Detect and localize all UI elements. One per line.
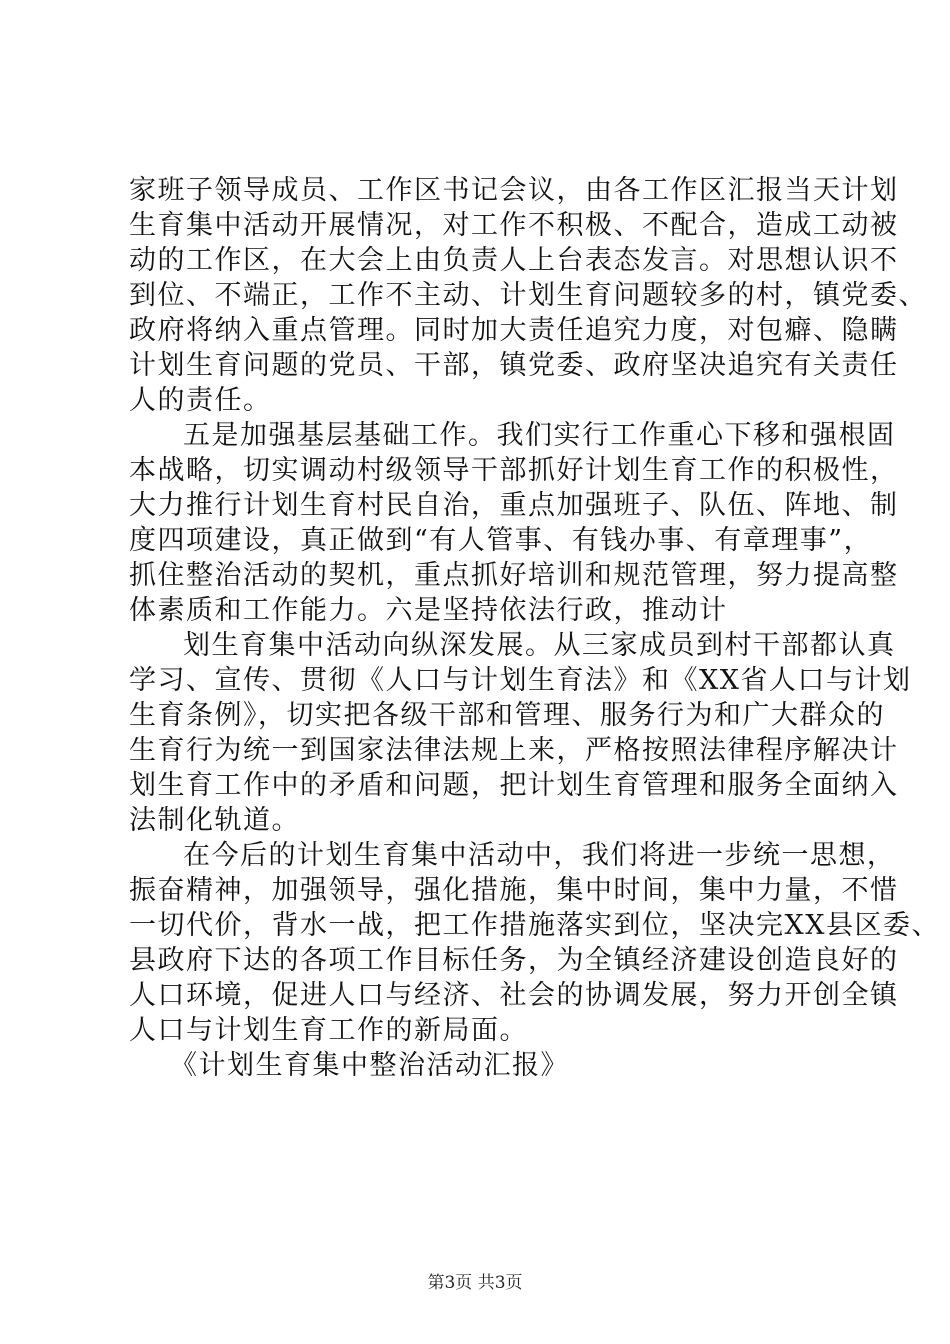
text-line: 大力推行计划生育村民自治，重点加强班子、队伍、阵地、制 — [129, 490, 899, 521]
text-line: 度四项建设，真正做到“有人管事、有钱办事、有章理事”， — [129, 525, 873, 556]
text-line: 划生育集中活动向纵深发展。从三家成员到村干部都认真 — [183, 630, 896, 661]
text-line: 五是加强基层基础工作。我们实行工作重心下移和强根固 — [183, 420, 896, 451]
text-line: 抓住整治活动的契机，重点抓好培训和规范管理，努力提高整 — [129, 560, 899, 591]
text-line: 振奋精神，加强领导，强化措施，集中时间，集中力量，不惜 — [129, 875, 899, 906]
text-line: 人口与计划生育工作的新局面。 — [129, 1015, 528, 1046]
text-line: 县政府下达的各项工作目标任务，为全镇经济建设创造良好的 — [129, 945, 899, 976]
text-line: 计划生育问题的党员、干部，镇党委、政府坚决追究有关责任 — [129, 350, 899, 381]
page-footer — [0, 1268, 950, 1293]
text-line: 政府将纳入重点管理。同时加大责任追究力度，对包癖、隐瞒 — [129, 315, 899, 346]
text-line: 生育集中活动开展情况，对工作不积极、不配合，造成工动被 — [129, 210, 899, 241]
page-number-label: 第3页 共3页 — [427, 1273, 523, 1293]
text-line: 生育行为统一到国家法律法规上来，严格按照法律程序解决计 — [129, 735, 899, 766]
text-line: 到位、不端正，工作不主动、计划生育问题较多的村，镇党委、 — [129, 280, 927, 311]
document-title-reference: 《计划生育集中整治活动汇报》 — [170, 1050, 569, 1081]
text-line: 家班子领导成员、工作区书记会议，由各工作区汇报当天计划 — [129, 175, 899, 206]
text-line: 体素质和工作能力。六是坚持依法行政，推动计 — [129, 595, 728, 626]
text-line: 人口环境，促进人口与经济、社会的协调发展，努力开创全镇 — [129, 980, 899, 1011]
text-line: 在今后的计划生育集中活动中，我们将进一步统一思想， — [183, 840, 896, 871]
text-line: 生育条例》，切实把各级干部和管理、服务行为和广大群众的 — [129, 700, 885, 731]
text-line: 法制化轨道。 — [129, 805, 300, 836]
text-line: 人的责任。 — [129, 385, 272, 416]
text-line: 学习、宣传、贯彻《人口与计划生育法》和《XX省人口与计划 — [129, 665, 912, 696]
text-line: 一切代价，背水一战，把工作措施落实到位，坚决完XX县区委、 — [129, 910, 940, 941]
text-line: 划生育工作中的矛盾和问题，把计划生育管理和服务全面纳入 — [129, 770, 899, 801]
text-line: 本战略，切实调动村级领导干部抓好计划生育工作的积极性， — [129, 455, 899, 486]
text-line: 动的工作区，在大会上由负责人上台表态发言。对思想认识不 — [129, 245, 899, 276]
